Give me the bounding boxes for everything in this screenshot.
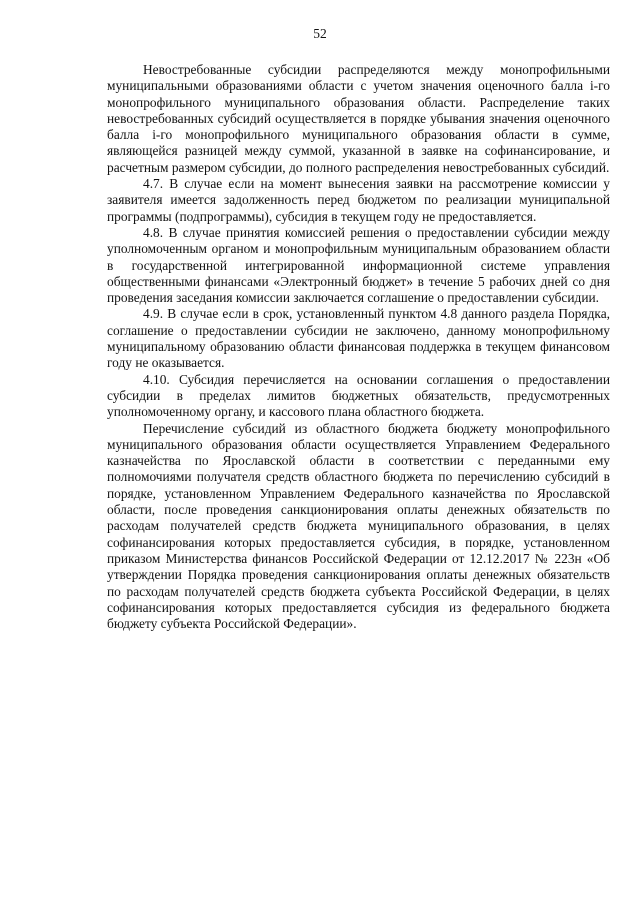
- paragraph-4-9: 4.9. В случае если в срок, установленный пунктом 4.8 данного раздела Порядка, соглашение о предоставлении субсидии не заключено, данному монопрофильному муниципальному образованию области финансовая поддержка в текущем финансовом году не оказывается.: [107, 306, 610, 371]
- paragraph-4-10: 4.10. Субсидия перечисляется на основании соглашения о предоставлении субсидии в пределах лимитов бюджетных обязательств, предусмотренных уполномоченному органу, и кассового плана областного бюджета.: [107, 371, 610, 420]
- paragraph-4-8: 4.8. В случае принятия комиссией решения о предоставлении субсидии между уполномоченным органом и монопрофильным муниципальным образованием области в государственной интегрированной информационной системе управления общественными финансами «Электронный бюджет» в течение 5 рабочих дней со дня проведения заседания комиссии заключается соглашение о предоставлении субсидии.: [107, 224, 610, 306]
- paragraph-unclaimed-subsidies: Невостребованные субсидии распределяются между монопрофильными муниципальными образованиями области с учетом значения оценочного балла i-го монопрофильного муниципального образования области. Распределение таких невостребованных субсидий осуществляется в порядке убывания значения оценочного балла i-го монопрофильного муниципального образования области в сумме, являющейся разницей между суммой, указанной в заявке на софинансирование, и расчетным размером субсидии, до полного распределения невостребованных субсидий.: [107, 62, 610, 175]
- document-body: [107, 62, 610, 632]
- page-number: 52: [313, 26, 327, 41]
- paragraph-4-7: 4.7. В случае если на момент вынесения заявки на рассмотрение комиссии у заявителя имеется задолженность перед бюджетом по реализации муниципальной программы (подпрограммы), субсидия в текущем году не предоставляется.: [107, 176, 610, 224]
- paragraph-transfer-procedure: Перечисление субсидий из областного бюджета бюджету монопрофильного муниципального образования области осуществляется Управлением Федерального казначейства по Ярославской области в соответствии с переданными ему полномочиями получателя средств областного бюджета по перечислению субсидий в порядке, установленном Управлением Федерального казначейства по Ярославской области, после проведения санкционирования оплаты денежных обязательств по расходам получателей средств бюджета муниципального образования, в целях софинансирования которых предоставляется субсидия, в порядке, установленном приказом Министерства финансов Российской Федерации от 12.12.2017 № 223н «Об утверждении Порядка проведения санкционирования оплаты денежных обязательств по расходам получателей средств бюджета субъекта Российской Федерации, в целях софинансирования которых предоставляется субсидия из федерального бюджета бюджету субъекта Российской Федерации».: [107, 420, 610, 632]
